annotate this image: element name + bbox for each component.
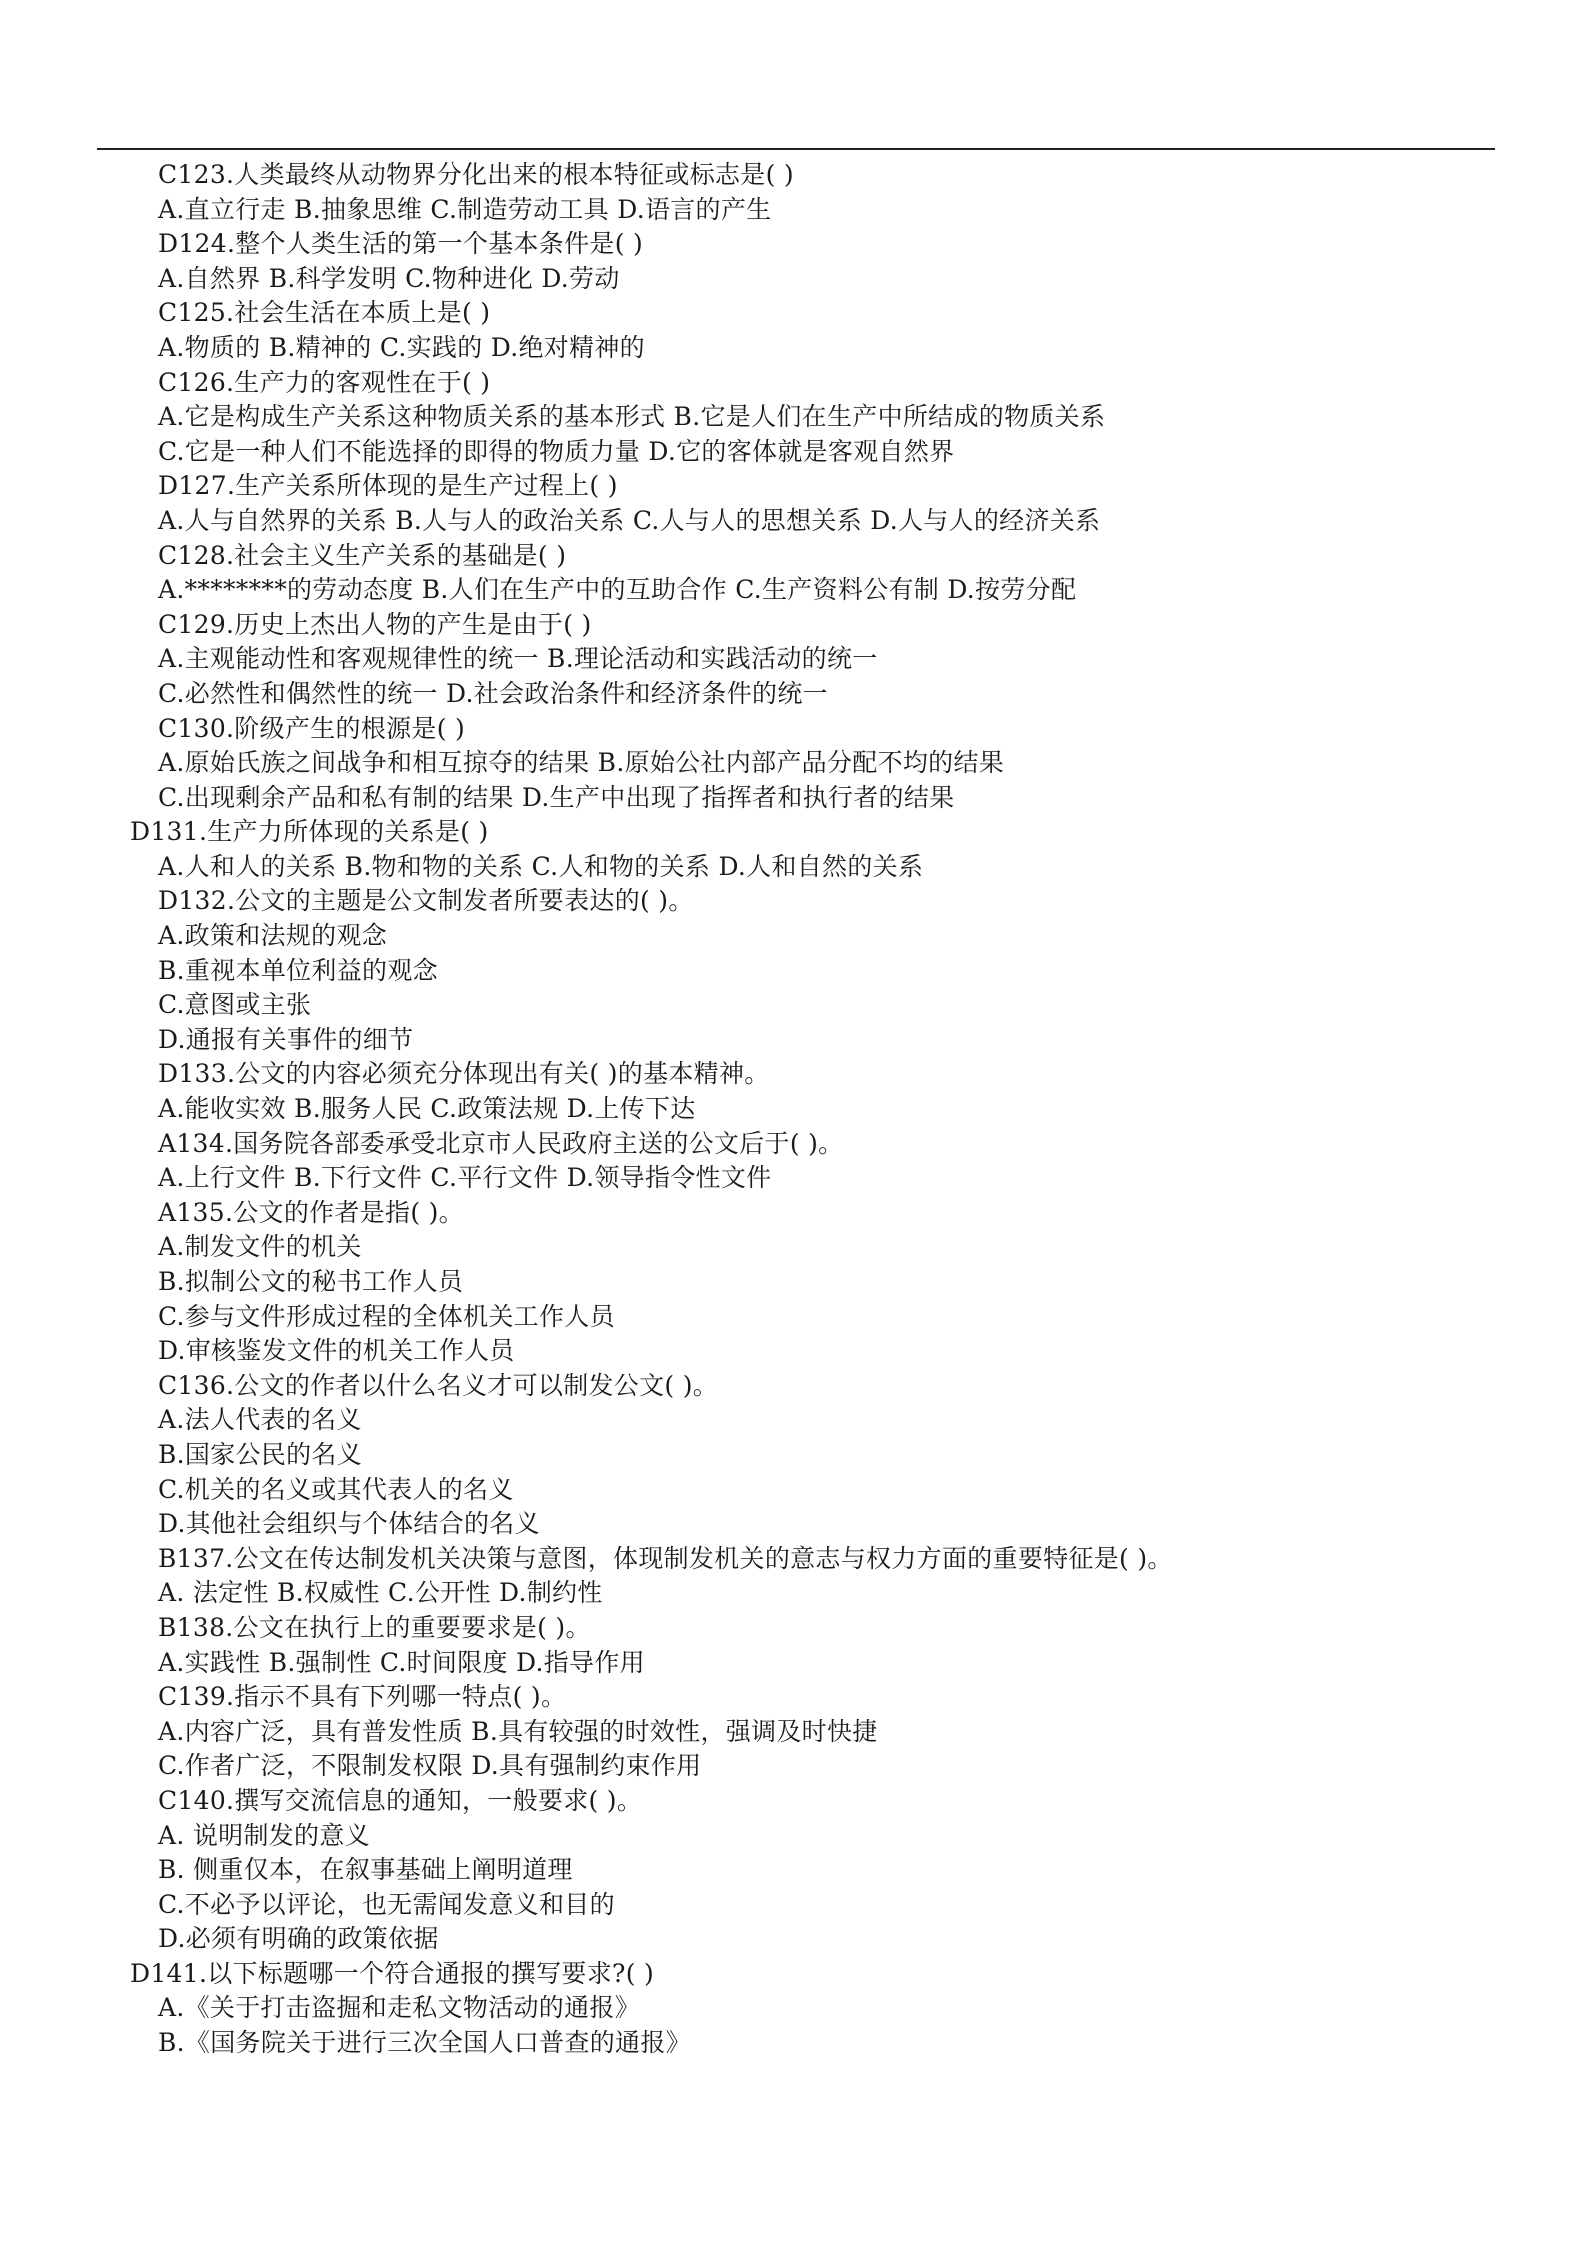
text-line: B137.公文在传达制发机关决策与意图，体现制发机关的意志与权力方面的重要特征是( )。 [158,1543,1173,1573]
text-line: B.《国务院关于进行三次全国人口普查的通报》 [158,2028,691,2058]
text-line: C140.撰写交流信息的通知，一般要求( )。 [158,1785,643,1815]
header-rule [97,148,1495,150]
text-line: A. 法定性 B.权威性 C.公开性 D.制约性 [158,1578,603,1608]
text-line: A.主观能动性和客观规律性的统一 B.理论活动和实践活动的统一 [158,644,878,674]
text-line: C.不必予以评论，也无需闻发意义和目的 [158,1889,615,1919]
text-line: A.实践性 B.强制性 C.时间限度 D.指导作用 [158,1647,645,1677]
text-line: D127.生产关系所体现的是生产过程上( ) [158,471,618,501]
text-line: C.必然性和偶然性的统一 D.社会政治条件和经济条件的统一 [158,678,828,708]
text-line: C.机关的名义或其代表人的名义 [158,1474,514,1504]
text-line: D132.公文的主题是公文制发者所要表达的( )。 [158,886,694,916]
text-line: A.人与自然界的关系 B.人与人的政治关系 C.人与人的思想关系 D.人与人的经济关系 [158,505,1101,535]
text-line: A135.公文的作者是指( )。 [158,1197,464,1227]
text-line: B.国家公民的名义 [158,1439,363,1469]
text-line: A.制发文件的机关 [158,1232,362,1262]
text-line: C126.生产力的客观性在于( ) [158,367,491,397]
text-line: C125.社会生活在本质上是( ) [158,298,491,328]
text-line: C.参与文件形成过程的全体机关工作人员 [158,1301,615,1331]
text-line: C128.社会主义生产关系的基础是( ) [158,540,567,570]
text-line: D133.公文的内容必须充分体现出有关( )的基本精神。 [158,1059,770,1089]
text-line: C130.阶级产生的根源是( ) [158,713,466,743]
text-line: A.上行文件 B.下行文件 C.平行文件 D.领导指令性文件 [158,1163,772,1193]
text-line: A.物质的 B.精神的 C.实践的 D.绝对精神的 [158,332,645,362]
text-line: D141.以下标题哪一个符合通报的撰写要求?( ) [130,1958,655,1988]
text-line: C139.指示不具有下列哪一特点( )。 [158,1682,567,1712]
text-line: B.重视本单位利益的观念 [158,955,438,985]
text-line: D131.生产力所体现的关系是( ) [130,817,489,847]
text-line: B. 侧重仅本，在叙事基础上阐明道理 [158,1855,573,1885]
text-line: A.内容广泛，具有普发性质 B.具有较强的时效性，强调及时快捷 [158,1716,878,1746]
text-line: D.必须有明确的政策依据 [158,1924,439,1954]
text-line: A.政策和法规的观念 [158,921,388,951]
question-list [0,158,1594,2061]
text-line: A.自然界 B.科学发明 C.物种进化 D.劳动 [158,263,620,293]
text-line: A.原始氏族之间战争和相互掠夺的结果 B.原始公社内部产品分配不均的结果 [158,748,1005,778]
text-line: A.法人代表的名义 [158,1405,362,1435]
text-line: D124.整个人类生活的第一个基本条件是( ) [158,229,644,259]
text-line: A.直立行走 B.抽象思维 C.制造劳动工具 D.语言的产生 [158,194,772,224]
text-line: A134.国务院各部委承受北京市人民政府主送的公文后于( )。 [158,1128,844,1158]
text-line: C.出现剩余产品和私有制的结果 D.生产中出现了指挥者和执行者的结果 [158,782,955,812]
text-line: C129.历史上杰出人物的产生是由于( ) [158,609,592,639]
text-line: B138.公文在执行上的重要要求是( )。 [158,1612,591,1642]
text-line: A.能收实效 B.服务人民 C.政策法规 D.上传下达 [158,1094,696,1124]
text-line: A.********的劳动态度 B.人们在生产中的互助合作 C.生产资料公有制 D.按劳分配 [158,575,1077,605]
text-line: C.作者广泛，不限制发权限 D.具有强制约束作用 [158,1751,702,1781]
text-line: C.它是一种人们不能选择的即得的物质力量 D.它的客体就是客观自然界 [158,436,955,466]
text-line: A.《关于打击盗掘和走私文物活动的通报》 [158,1993,641,2023]
text-line: A. 说明制发的意义 [158,1820,370,1850]
text-line: C.意图或主张 [158,990,312,1020]
text-line: C123.人类最终从动物界分化出来的根本特征或标志是( ) [158,160,794,189]
text-line: B.拟制公文的秘书工作人员 [158,1267,464,1296]
text-line: A.人和人的关系 B.物和物的关系 C.人和物的关系 D.人和自然的关系 [158,851,924,881]
text-line: D.审核鉴发文件的机关工作人员 [158,1336,515,1366]
text-line: D.通报有关事件的细节 [158,1024,414,1054]
text-line: A.它是构成生产关系这种物质关系的基本形式 B.它是人们在生产中所结成的物质关系 [158,402,1106,432]
text-line: C136.公文的作者以什么名义才可以制发公文( )。 [158,1370,719,1400]
text-line: D.其他社会组织与个体结合的名义 [158,1509,540,1539]
